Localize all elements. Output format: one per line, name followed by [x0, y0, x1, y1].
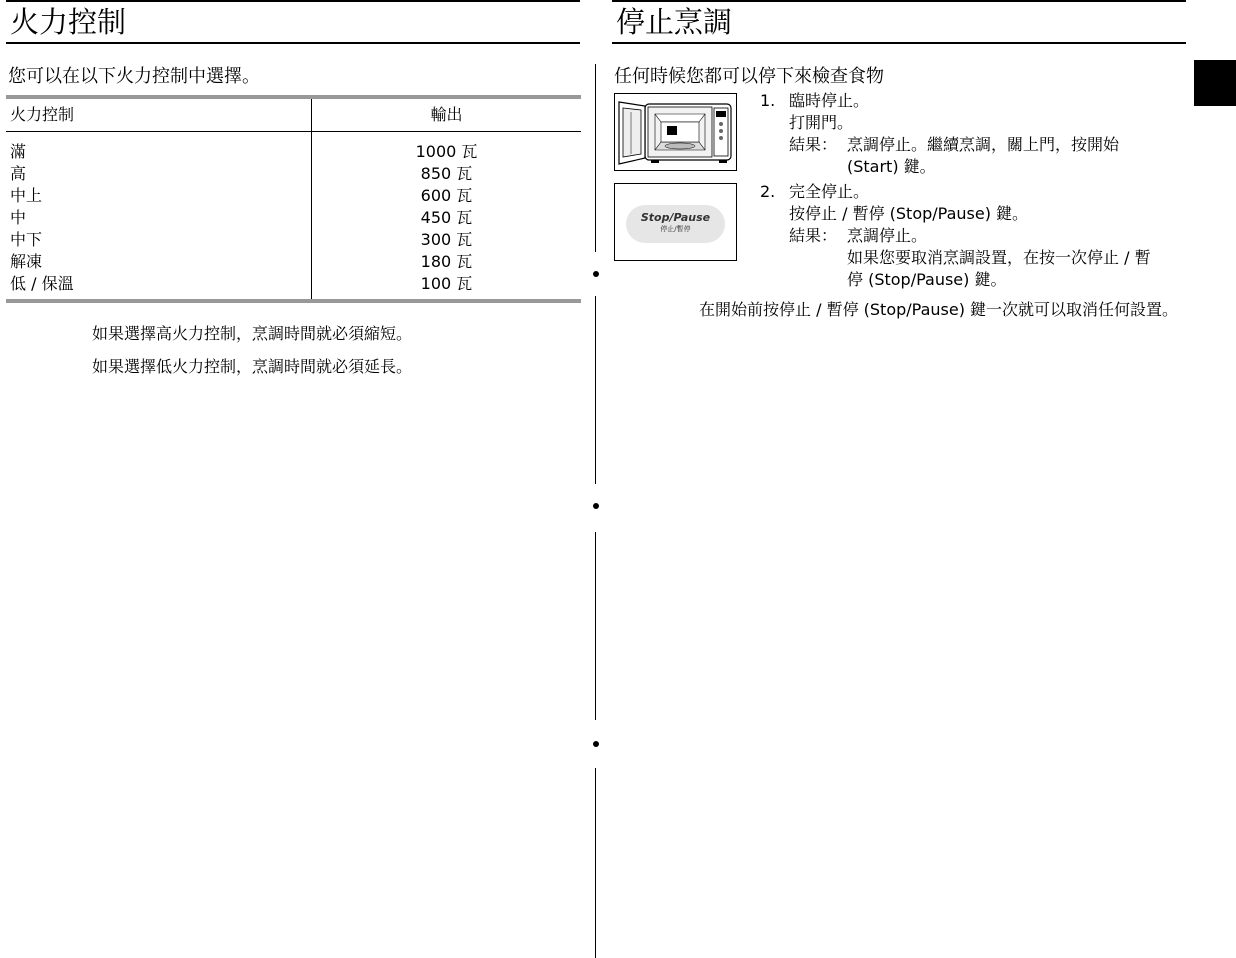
- microwave-icon: [615, 94, 736, 170]
- stop-cooking-intro: 任何時候您都可以停下來檢查食物: [614, 66, 884, 87]
- step-1-title: 臨時停止。: [789, 91, 870, 110]
- step-2-result-line: 烹調停止。: [847, 226, 928, 245]
- power-level-cell: 低 / 保溫: [10, 274, 74, 293]
- low-power-note: 如果選擇低火力控制，烹調時間就必須延長。: [92, 357, 413, 376]
- step-1-result-line: (Start) 鍵。: [847, 157, 936, 176]
- step-2-result-line: 停 (Stop/Pause) 鍵。: [847, 270, 1007, 289]
- output-cell: 300 瓦: [420, 230, 473, 249]
- stop-pause-button: [626, 205, 725, 243]
- table-bottom-rule: [6, 299, 581, 303]
- output-cell: 180 瓦: [420, 252, 473, 271]
- step-1-action: 打開門。: [789, 113, 854, 132]
- output-column: [312, 132, 581, 299]
- stop-pause-label-zh: 停止/暫停: [660, 225, 691, 233]
- cancel-settings-note: 在開始前按停止 / 暫停 (Stop/Pause) 鍵一次就可以取消任何設置。: [699, 300, 1179, 319]
- column-divider: [595, 296, 596, 484]
- table-body: [6, 132, 581, 299]
- header-output: 輸出: [430, 105, 463, 124]
- power-level-cell: 中上: [10, 186, 43, 205]
- power-control-title: 火力控制: [6, 0, 580, 44]
- output-cell: 450 瓦: [420, 208, 473, 227]
- power-level-cell: 高: [10, 164, 27, 183]
- binding-dot: [593, 503, 599, 509]
- output-cell: 600 瓦: [420, 186, 473, 205]
- output-cell: 100 瓦: [420, 274, 473, 293]
- stop-pause-label-en: Stop/Pause: [640, 211, 711, 224]
- power-level-cell: 中: [10, 208, 27, 227]
- stop-pause-button-illustration: [614, 183, 737, 261]
- column-divider: [595, 532, 596, 720]
- high-power-note: 如果選擇高火力控制，烹調時間就必須縮短。: [92, 324, 413, 343]
- power-level-table: [6, 95, 581, 303]
- column-divider: [595, 768, 596, 958]
- step-1-result-label: 結果：: [789, 135, 838, 154]
- output-cell: 850 瓦: [420, 164, 473, 183]
- step-2-action: 按停止 / 暫停 (Stop/Pause) 鍵。: [789, 204, 1029, 223]
- power-level-cell: 解凍: [10, 252, 43, 271]
- header-power-level: 火力控制: [6, 99, 312, 131]
- section-tab-marker: [1194, 60, 1236, 106]
- open-door-microwave-illustration: [614, 93, 737, 171]
- step-2-result-label: 結果：: [789, 226, 838, 245]
- power-level-cell: 中下: [10, 230, 43, 249]
- step-2-number: 2.: [760, 182, 776, 201]
- stop-cooking-title: 停止烹調: [612, 0, 1186, 44]
- step-1-number: 1.: [760, 91, 776, 110]
- step-1-result-line: 烹調停止。繼續烹調，關上門，按開始: [847, 135, 1120, 154]
- step-2-title: 完全停止。: [789, 182, 870, 201]
- binding-dot: [593, 271, 599, 277]
- column-divider: [595, 64, 596, 252]
- power-level-cell: 滿: [10, 142, 27, 161]
- table-header: [6, 99, 581, 132]
- step-2-result-line: 如果您要取消烹調設置，在按一次停止 / 暫: [847, 248, 1151, 267]
- power-control-intro: 您可以在以下火力控制中選擇。: [8, 66, 260, 87]
- power-level-column: [6, 132, 312, 299]
- output-cell: 1000 瓦: [415, 142, 478, 161]
- binding-dot: [593, 741, 599, 747]
